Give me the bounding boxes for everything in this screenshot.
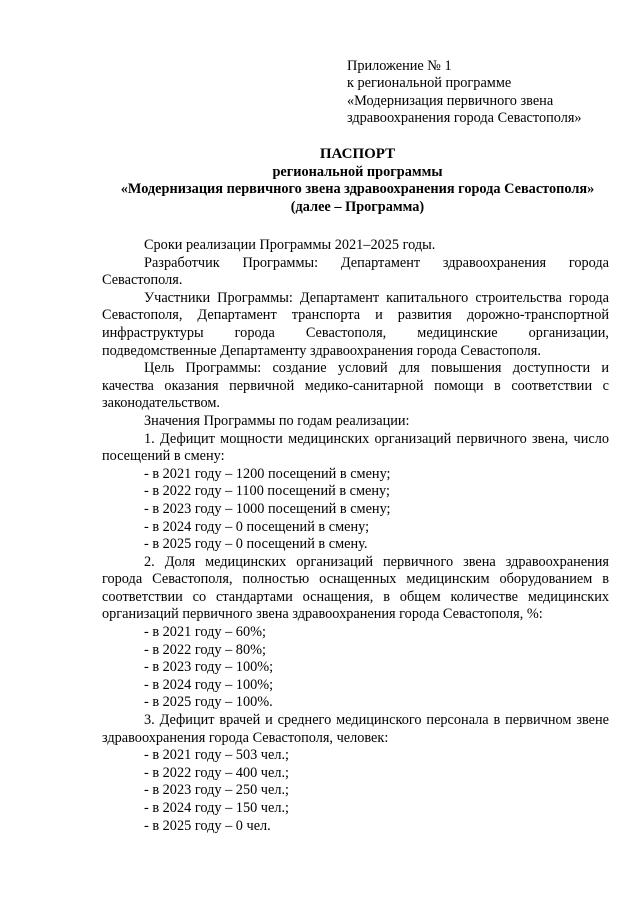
list-item: - в 2023 году – 1000 посещений в смену; <box>144 500 391 517</box>
list-item: - в 2021 году – 1200 посещений в смену; <box>144 465 391 482</box>
title-line: региональной программы <box>272 163 443 180</box>
list-item: - в 2024 году – 0 посещений в смену; <box>144 518 370 535</box>
list-item: - в 2022 году – 80%; <box>144 641 266 658</box>
indicator-heading: 1. Дефицит мощности медицинских организаций первичного звена, число посещений в смену: <box>102 430 609 465</box>
indicator-heading: 2. Доля медицинских организаций первичного звена здравоохранения города Севастополя, полностью оснащенных медицинским оборудованием в соответствии со стандартами оснащения, в общем количестве медицинских организаций первичного звена здравоохранения города Севастополя, %: <box>102 553 609 623</box>
list-item: - в 2025 году – 0 посещений в смену. <box>144 536 368 553</box>
paragraph-terms: Сроки реализации Программы 2021–2025 годы. <box>144 237 436 253</box>
appendix-line: здравоохранения города Севастополя» <box>347 110 582 127</box>
list-item: - в 2023 году – 250 чел.; <box>144 782 290 799</box>
paragraph-goal: Цель Программы: создание условий для повышения доступности и качества оказания первичной медико-санитарной помощи в соответствии с законодательством. <box>102 360 609 412</box>
list-item: - в 2021 году – 60%; <box>144 624 266 641</box>
paragraph-developer: Разработчик Программы: Департамент здравоохранения города Севастополя. <box>102 254 609 289</box>
list-item: - в 2023 году – 100%; <box>144 659 274 676</box>
list-item: - в 2025 году – 100%. <box>144 694 273 711</box>
list-item: - в 2025 году – 0 чел. <box>144 817 271 834</box>
title-line: (далее – Программа) <box>290 198 425 215</box>
list-item: - в 2021 году – 503 чел.; <box>144 747 290 764</box>
list-item: - в 2022 году – 400 чел.; <box>144 764 290 781</box>
appendix-line: Приложение № 1 <box>347 58 452 74</box>
title-line: «Модернизация первичного звена здравоохранения города Севастополя» <box>120 181 595 198</box>
paragraph-values-intro: Значения Программы по годам реализации: <box>144 412 410 429</box>
document-body <box>102 237 609 835</box>
paragraph-participants: Участники Программы: Департамент капитального строительства города Севастополя, Департамент транспорта и развития дорожно-транспортной инфраструктуры города Севастополя, медицинские организации, подведомственные Департаменту здравоохранения города Севастополя. <box>102 289 609 359</box>
appendix-line: «Модернизация первичного звена <box>347 92 554 109</box>
appendix-note <box>347 58 617 128</box>
list-item: - в 2022 году – 1100 посещений в смену; <box>144 483 390 500</box>
document-title <box>95 146 620 216</box>
indicator-heading: 3. Дефицит врачей и среднего медицинского персонала в первичном звене здравоохранения города Севастополя, человек: <box>102 712 609 746</box>
list-item: - в 2024 году – 150 чел.; <box>144 800 290 816</box>
appendix-line: к региональной программе <box>347 75 512 92</box>
title-line: ПАСПОРТ <box>319 146 396 162</box>
list-item: - в 2024 году – 100%; <box>144 676 274 693</box>
